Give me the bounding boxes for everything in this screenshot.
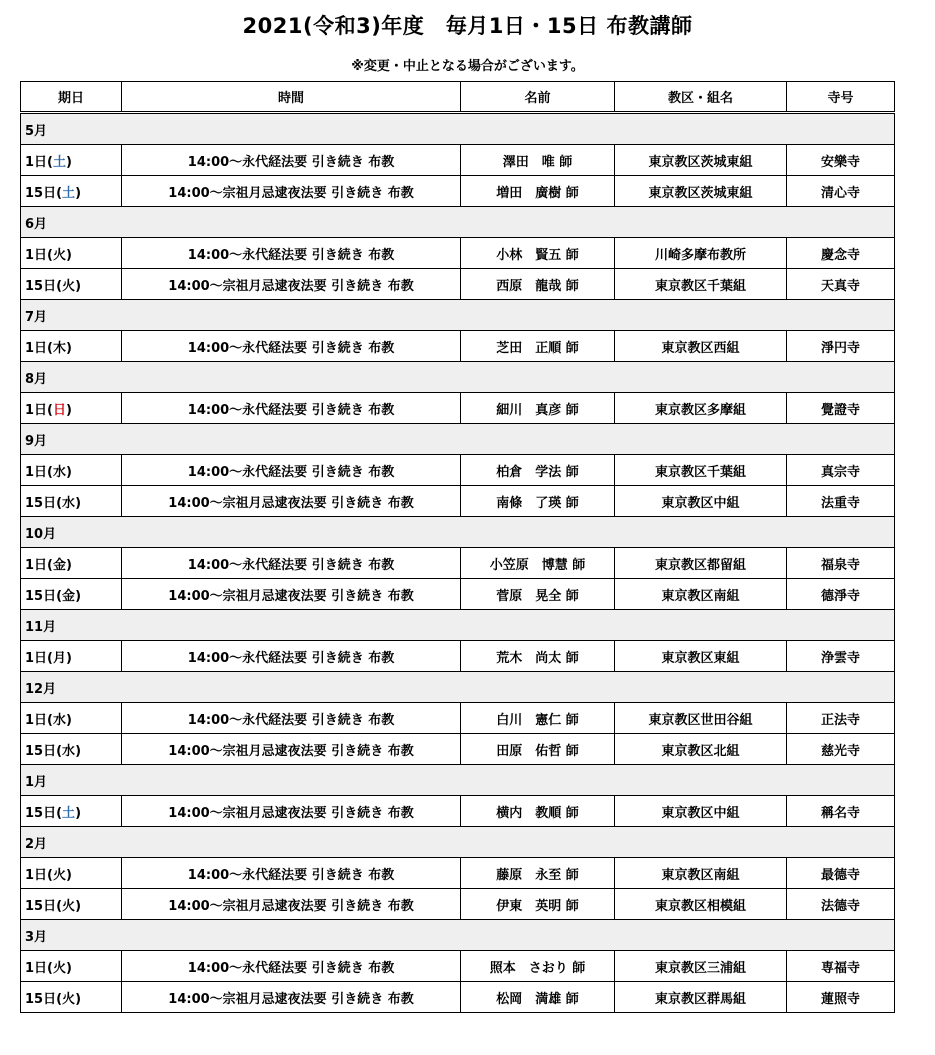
day-number: 15日 bbox=[25, 805, 57, 821]
lecturer-name-cell: 白川 憲仁 師 bbox=[461, 703, 615, 734]
lecturer-name-cell: 伊東 英明 師 bbox=[461, 889, 615, 920]
date-cell: 1日(水) bbox=[21, 703, 122, 734]
temple-cell: 浄雲寺 bbox=[787, 641, 895, 672]
district-cell: 東京教区東組 bbox=[615, 641, 787, 672]
district-cell: 東京教区北組 bbox=[615, 734, 787, 765]
lecturer-name-cell: 照本 さおり 師 bbox=[461, 951, 615, 982]
temple-cell: 慶念寺 bbox=[787, 238, 895, 269]
day-of-week: 火 bbox=[53, 867, 67, 883]
lecturer-name-cell: 南條 了瑛 師 bbox=[461, 486, 615, 517]
date-cell: 1日(火) bbox=[21, 238, 122, 269]
lecturer-name-cell: 菅原 晃全 師 bbox=[461, 579, 615, 610]
temple-cell: 福泉寺 bbox=[787, 548, 895, 579]
date-cell: 15日(水) bbox=[21, 486, 122, 517]
table-row bbox=[21, 579, 895, 610]
month-label: 11月 bbox=[21, 610, 895, 641]
month-row bbox=[21, 920, 895, 951]
date-cell: 15日(火) bbox=[21, 269, 122, 300]
day-number: 15日 bbox=[25, 991, 57, 1007]
temple-cell: 専福寺 bbox=[787, 951, 895, 982]
lecturer-name-cell: 松岡 満雄 師 bbox=[461, 982, 615, 1013]
time-cell: 14:00～宗祖月忌逮夜法要 引き続き 布教 bbox=[122, 796, 461, 827]
day-of-week: 火 bbox=[62, 991, 76, 1007]
date-cell: 1日(土) bbox=[21, 145, 122, 176]
date-cell: 15日(火) bbox=[21, 982, 122, 1013]
month-row bbox=[21, 424, 895, 455]
day-number: 15日 bbox=[25, 278, 57, 294]
header-temple: 寺号 bbox=[787, 82, 895, 113]
schedule-body bbox=[21, 113, 895, 1013]
time-cell: 14:00～永代経法要 引き続き 布教 bbox=[122, 145, 461, 176]
day-number: 1日 bbox=[25, 650, 48, 666]
month-row bbox=[21, 827, 895, 858]
header-date: 期日 bbox=[21, 82, 122, 113]
month-row bbox=[21, 517, 895, 548]
temple-cell: 安樂寺 bbox=[787, 145, 895, 176]
time-cell: 14:00～永代経法要 引き続き 布教 bbox=[122, 455, 461, 486]
table-row bbox=[21, 176, 895, 207]
time-cell: 14:00～永代経法要 引き続き 布教 bbox=[122, 641, 461, 672]
temple-cell: 淨円寺 bbox=[787, 331, 895, 362]
temple-cell: 真宗寺 bbox=[787, 455, 895, 486]
district-cell: 東京教区中組 bbox=[615, 796, 787, 827]
month-label: 10月 bbox=[21, 517, 895, 548]
day-number: 1日 bbox=[25, 402, 48, 418]
month-row bbox=[21, 113, 895, 145]
time-cell: 14:00～永代経法要 引き続き 布教 bbox=[122, 858, 461, 889]
temple-cell: 覺證寺 bbox=[787, 393, 895, 424]
date-cell: 1日(日) bbox=[21, 393, 122, 424]
change-notice: ※変更・中止となる場合がございます。 bbox=[351, 59, 584, 74]
month-row bbox=[21, 672, 895, 703]
page-title: 2021(令和3)年度 毎月1日・15日 布教講師 bbox=[242, 14, 693, 38]
day-number: 1日 bbox=[25, 557, 48, 573]
day-number: 1日 bbox=[25, 960, 48, 976]
day-number: 1日 bbox=[25, 867, 48, 883]
district-cell: 東京教区都留組 bbox=[615, 548, 787, 579]
day-of-week: 水 bbox=[62, 743, 76, 759]
temple-cell: 稱名寺 bbox=[787, 796, 895, 827]
time-cell: 14:00～永代経法要 引き続き 布教 bbox=[122, 331, 461, 362]
month-label: 1月 bbox=[21, 765, 895, 796]
day-of-week: 火 bbox=[62, 278, 76, 294]
table-row bbox=[21, 703, 895, 734]
day-of-week: 月 bbox=[53, 650, 67, 666]
table-row bbox=[21, 145, 895, 176]
time-cell: 14:00～永代経法要 引き続き 布教 bbox=[122, 951, 461, 982]
date-cell: 1日(火) bbox=[21, 858, 122, 889]
day-number: 1日 bbox=[25, 712, 48, 728]
day-of-week: 金 bbox=[53, 557, 67, 573]
time-cell: 14:00～永代経法要 引き続き 布教 bbox=[122, 548, 461, 579]
table-row bbox=[21, 889, 895, 920]
table-row bbox=[21, 858, 895, 889]
month-label: 3月 bbox=[21, 920, 895, 951]
table-row bbox=[21, 486, 895, 517]
table-row bbox=[21, 951, 895, 982]
month-row bbox=[21, 610, 895, 641]
day-of-week: 水 bbox=[62, 495, 76, 511]
month-label: 6月 bbox=[21, 207, 895, 238]
temple-cell: 慈光寺 bbox=[787, 734, 895, 765]
lecturer-name-cell: 田原 佑哲 師 bbox=[461, 734, 615, 765]
date-cell: 15日(水) bbox=[21, 734, 122, 765]
day-number: 15日 bbox=[25, 495, 57, 511]
lecturer-name-cell: 柏倉 学法 師 bbox=[461, 455, 615, 486]
table-row bbox=[21, 548, 895, 579]
day-of-week: 水 bbox=[53, 712, 67, 728]
table-row bbox=[21, 238, 895, 269]
month-label: 5月 bbox=[21, 113, 895, 145]
lecturer-name-cell: 荒木 尚太 師 bbox=[461, 641, 615, 672]
temple-cell: 蓮照寺 bbox=[787, 982, 895, 1013]
date-cell: 15日(土) bbox=[21, 796, 122, 827]
day-number: 1日 bbox=[25, 154, 48, 170]
day-number: 15日 bbox=[25, 743, 57, 759]
time-cell: 14:00～宗祖月忌逮夜法要 引き続き 布教 bbox=[122, 176, 461, 207]
day-of-week: 土 bbox=[62, 805, 76, 821]
district-cell: 東京教区千葉組 bbox=[615, 455, 787, 486]
date-cell: 15日(火) bbox=[21, 889, 122, 920]
day-of-week: 火 bbox=[53, 960, 67, 976]
temple-cell: 法德寺 bbox=[787, 889, 895, 920]
day-of-week: 日 bbox=[53, 402, 67, 418]
table-row bbox=[21, 641, 895, 672]
district-cell: 東京教区茨城東組 bbox=[615, 145, 787, 176]
time-cell: 14:00～宗祖月忌逮夜法要 引き続き 布教 bbox=[122, 269, 461, 300]
district-cell: 東京教区千葉組 bbox=[615, 269, 787, 300]
lecturer-name-cell: 横内 教順 師 bbox=[461, 796, 615, 827]
month-label: 12月 bbox=[21, 672, 895, 703]
date-cell: 1日(金) bbox=[21, 548, 122, 579]
schedule-table bbox=[20, 81, 895, 1013]
date-cell: 1日(月) bbox=[21, 641, 122, 672]
day-of-week: 火 bbox=[53, 247, 67, 263]
district-cell: 東京教区三浦組 bbox=[615, 951, 787, 982]
district-cell: 東京教区南組 bbox=[615, 858, 787, 889]
time-cell: 14:00～永代経法要 引き続き 布教 bbox=[122, 393, 461, 424]
month-row bbox=[21, 207, 895, 238]
district-cell: 川崎多摩布教所 bbox=[615, 238, 787, 269]
table-row bbox=[21, 455, 895, 486]
lecturer-name-cell: 細川 真彦 師 bbox=[461, 393, 615, 424]
table-row bbox=[21, 982, 895, 1013]
date-cell: 1日(木) bbox=[21, 331, 122, 362]
lecturer-name-cell: 増田 廣樹 師 bbox=[461, 176, 615, 207]
day-number: 15日 bbox=[25, 898, 57, 914]
header-name: 名前 bbox=[461, 82, 615, 113]
district-cell: 東京教区群馬組 bbox=[615, 982, 787, 1013]
lecturer-name-cell: 西原 龍哉 師 bbox=[461, 269, 615, 300]
month-row bbox=[21, 300, 895, 331]
lecturer-name-cell: 小笠原 博慧 師 bbox=[461, 548, 615, 579]
time-cell: 14:00～永代経法要 引き続き 布教 bbox=[122, 703, 461, 734]
time-cell: 14:00～宗祖月忌逮夜法要 引き続き 布教 bbox=[122, 734, 461, 765]
day-number: 15日 bbox=[25, 185, 57, 201]
lecturer-name-cell: 芝田 正順 師 bbox=[461, 331, 615, 362]
temple-cell: 正法寺 bbox=[787, 703, 895, 734]
day-of-week: 木 bbox=[53, 340, 67, 356]
district-cell: 東京教区相模組 bbox=[615, 889, 787, 920]
temple-cell: 法重寺 bbox=[787, 486, 895, 517]
month-label: 7月 bbox=[21, 300, 895, 331]
temple-cell: 天真寺 bbox=[787, 269, 895, 300]
time-cell: 14:00～宗祖月忌逮夜法要 引き続き 布教 bbox=[122, 486, 461, 517]
table-header-row bbox=[21, 82, 895, 113]
table-row bbox=[21, 269, 895, 300]
day-number: 1日 bbox=[25, 247, 48, 263]
month-row bbox=[21, 765, 895, 796]
lecturer-name-cell: 澤田 唯 師 bbox=[461, 145, 615, 176]
table-row bbox=[21, 331, 895, 362]
time-cell: 14:00～宗祖月忌逮夜法要 引き続き 布教 bbox=[122, 889, 461, 920]
time-cell: 14:00～永代経法要 引き続き 布教 bbox=[122, 238, 461, 269]
temple-cell: 德淨寺 bbox=[787, 579, 895, 610]
temple-cell: 最德寺 bbox=[787, 858, 895, 889]
district-cell: 東京教区西組 bbox=[615, 331, 787, 362]
day-number: 1日 bbox=[25, 464, 48, 480]
time-cell: 14:00～宗祖月忌逮夜法要 引き続き 布教 bbox=[122, 982, 461, 1013]
header-time: 時間 bbox=[122, 82, 461, 113]
district-cell: 東京教区茨城東組 bbox=[615, 176, 787, 207]
lecturer-name-cell: 藤原 永至 師 bbox=[461, 858, 615, 889]
month-label: 9月 bbox=[21, 424, 895, 455]
date-cell: 1日(火) bbox=[21, 951, 122, 982]
day-of-week: 水 bbox=[53, 464, 67, 480]
day-of-week: 火 bbox=[62, 898, 76, 914]
table-row bbox=[21, 796, 895, 827]
date-cell: 15日(土) bbox=[21, 176, 122, 207]
date-cell: 15日(金) bbox=[21, 579, 122, 610]
day-number: 1日 bbox=[25, 340, 48, 356]
table-row bbox=[21, 393, 895, 424]
day-of-week: 金 bbox=[62, 588, 76, 604]
district-cell: 東京教区世田谷組 bbox=[615, 703, 787, 734]
header-district: 教区・組名 bbox=[615, 82, 787, 113]
month-label: 8月 bbox=[21, 362, 895, 393]
month-row bbox=[21, 362, 895, 393]
temple-cell: 清心寺 bbox=[787, 176, 895, 207]
day-number: 15日 bbox=[25, 588, 57, 604]
district-cell: 東京教区中組 bbox=[615, 486, 787, 517]
day-of-week: 土 bbox=[62, 185, 76, 201]
district-cell: 東京教区南組 bbox=[615, 579, 787, 610]
month-label: 2月 bbox=[21, 827, 895, 858]
lecturer-name-cell: 小林 賢五 師 bbox=[461, 238, 615, 269]
time-cell: 14:00～宗祖月忌逮夜法要 引き続き 布教 bbox=[122, 579, 461, 610]
table-row bbox=[21, 734, 895, 765]
date-cell: 1日(水) bbox=[21, 455, 122, 486]
district-cell: 東京教区多摩組 bbox=[615, 393, 787, 424]
day-of-week: 土 bbox=[53, 154, 67, 170]
